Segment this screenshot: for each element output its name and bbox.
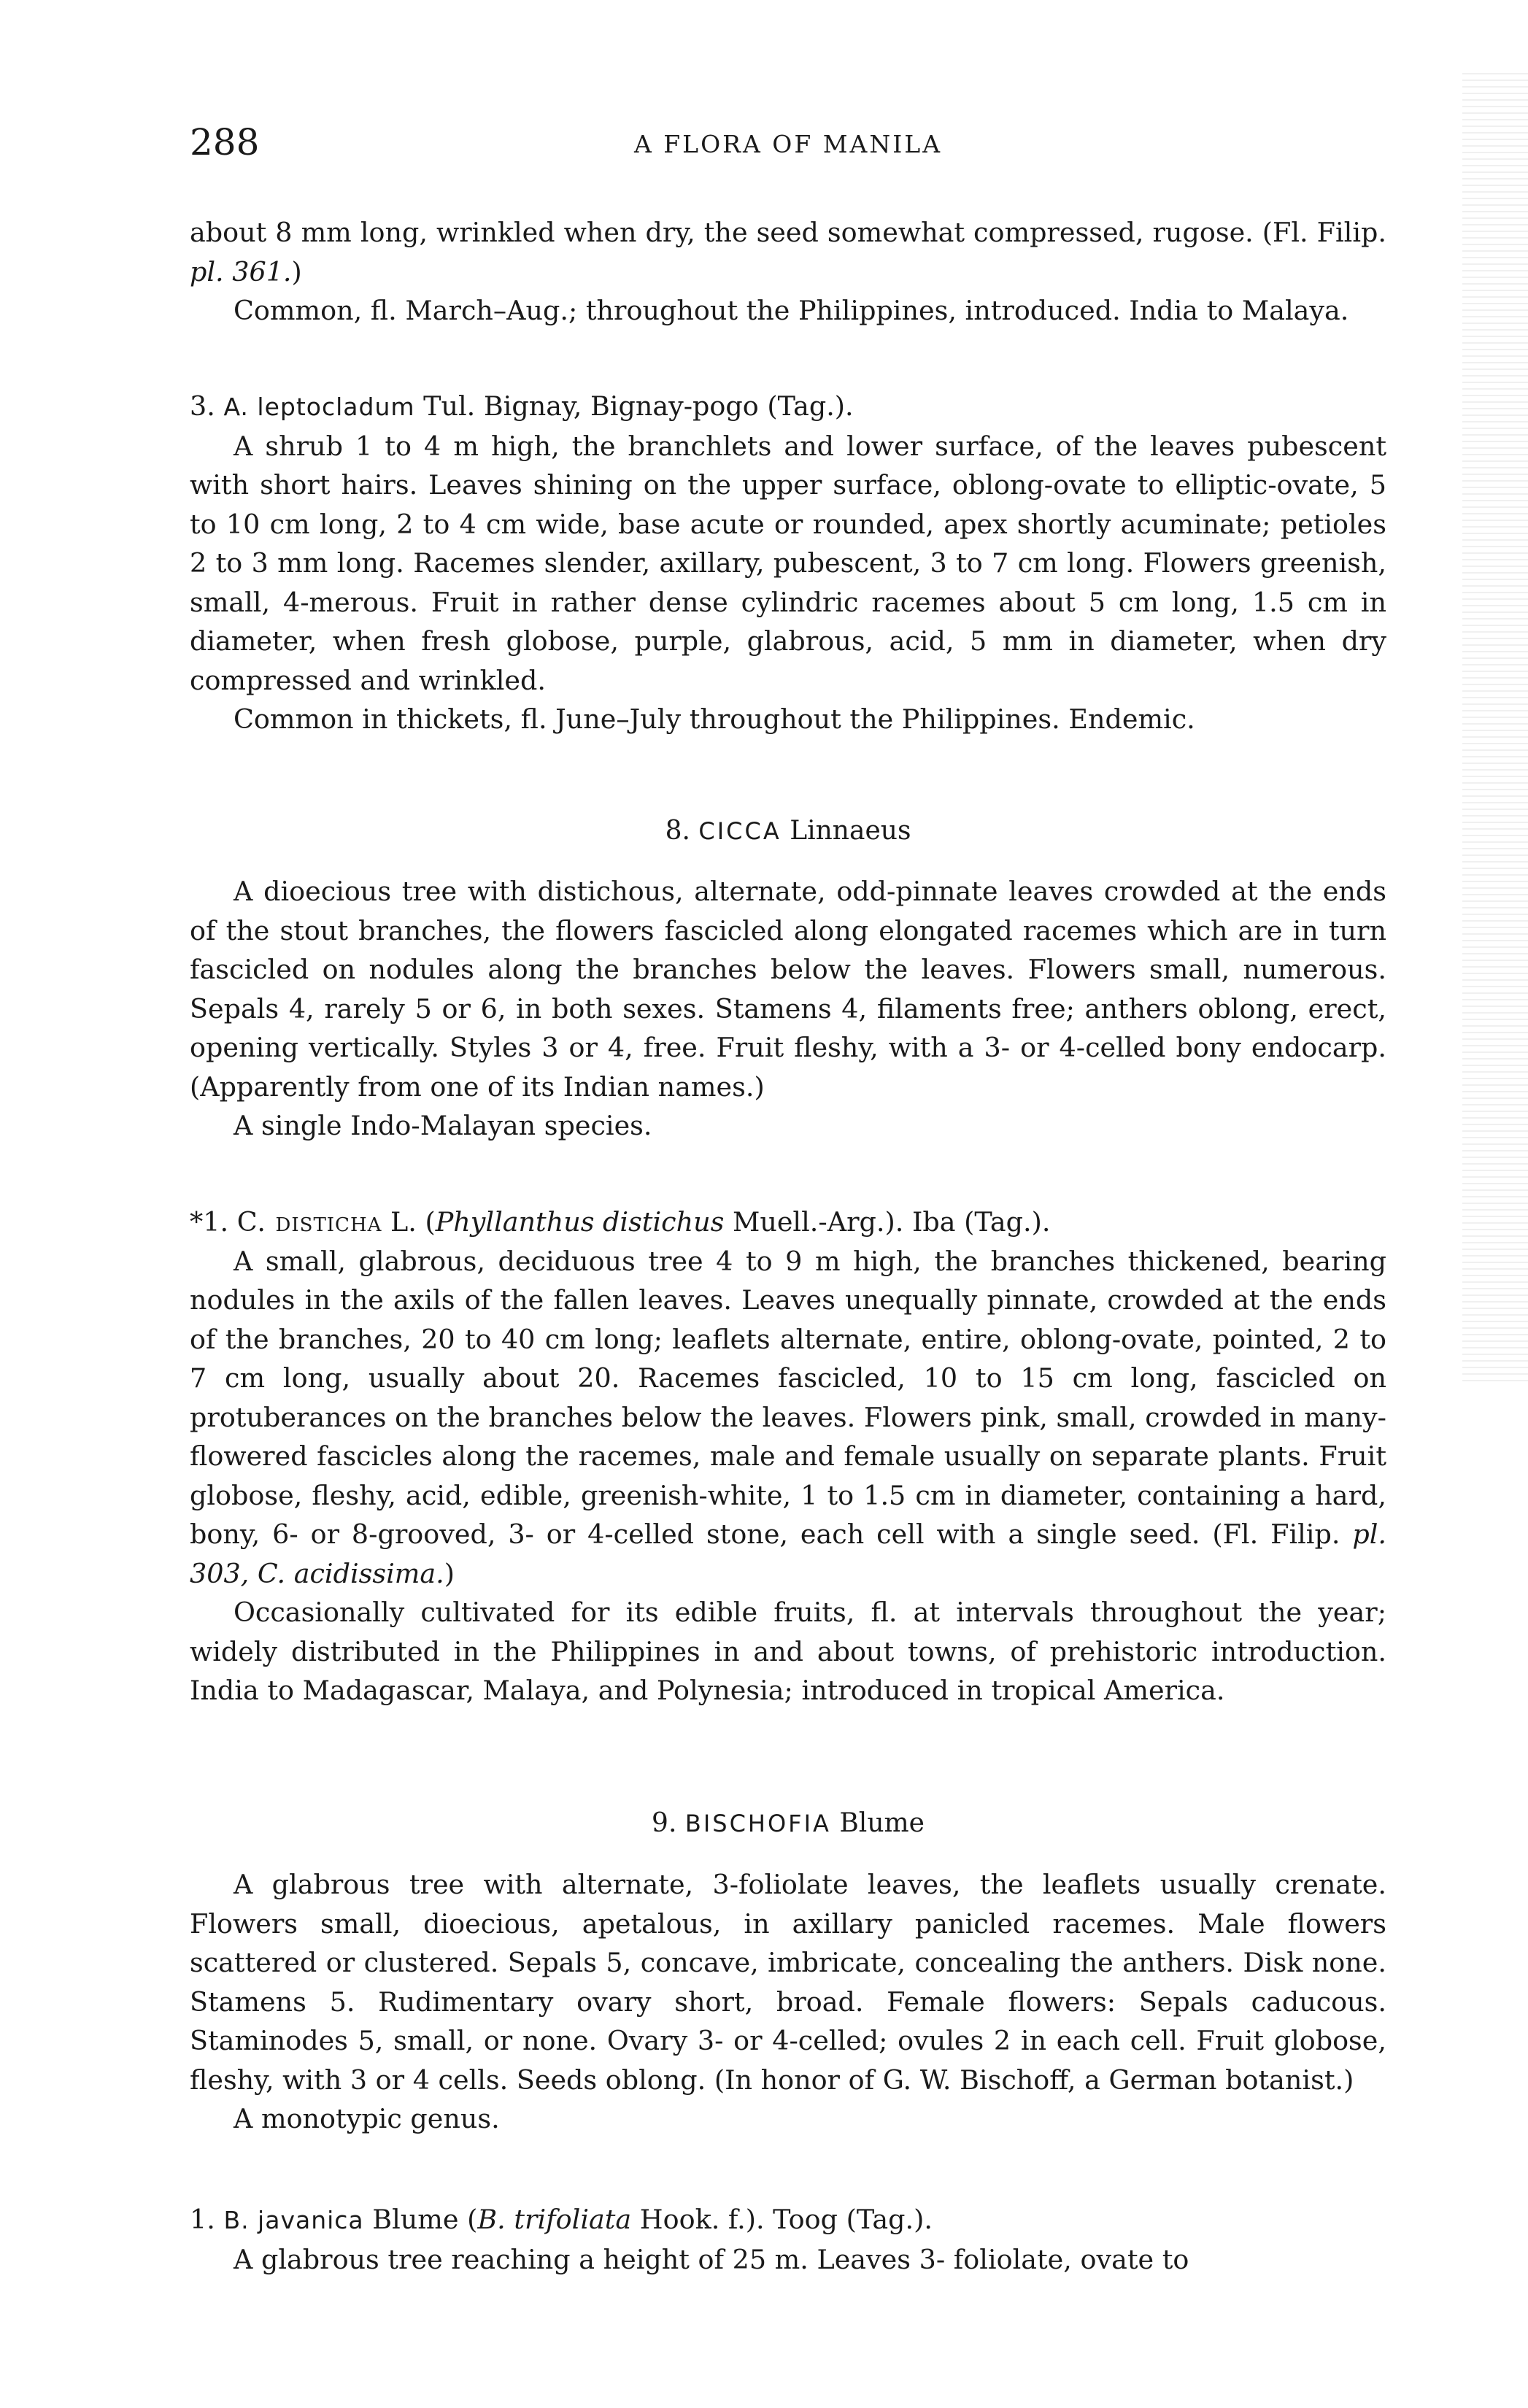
genus-bischofia-body (190, 1865, 1386, 2139)
genus-name: CICCA (698, 817, 782, 845)
species-distribution: Occasionally cultivated for its edible fruits, fl. at intervals throughout the year; widely distributed in the Philippines in and about towns, of prehistoric introduction. India to Madagascar, Malaya, and Polynesia; introduced in tropical America. (190, 1597, 1386, 1706)
genus-heading: 9. BISCHOFIA Blume (652, 1808, 925, 1838)
species-heading: 3. A. leptocladum Tul. Bignay, Bignay-pogo (Tag.). (190, 390, 854, 422)
scan-edge-noise (1462, 73, 1528, 1386)
species-c-disticha (190, 1203, 1386, 1710)
genus-note: A monotypic genus. (234, 2103, 500, 2134)
species-heading: 1. B. javanica Blume (B. trifoliata Hook. f.). Toog (Tag.). (190, 2204, 933, 2235)
genus-note: A single Indo-Malayan species. (234, 1110, 652, 1141)
page-header (190, 120, 1386, 164)
genus-cicca (190, 811, 1386, 852)
genus-description: A glabrous tree with alternate, 3-foliolate leaves, the leaflets usually crenate. Flowers small, dioecious, apetalous, in axillary panicled racemes. Male flowers scattered or clustered. Sepals 5, concave, imbricate, concealing the anthers. Disk none. Stamens 5. Rudimentary ovary short, broad. Female flowers: Sepals caducous. Staminodes 5, small, or none. Ovary 3- or 4-celled; ovules 2 in each cell. Fruit globose, fleshy, with 3 or 4 cells. Seeds oblong. (In honor of G. W. Bischoff, a German botanist.) (190, 1869, 1386, 2096)
species-a-leptocladum (190, 387, 1386, 739)
species-name: A. leptocladum (223, 393, 415, 421)
synonym: B. trifoliata (477, 2204, 632, 2235)
genus-cicca-body (190, 872, 1386, 1146)
carry-over-section (190, 213, 1386, 331)
page-number: 288 (190, 121, 260, 163)
carry-over-distribution: Common, fl. March–Aug.; throughout the Philippines, introduced. India to Malaya. (234, 295, 1349, 326)
genus-description: A dioecious tree with distichous, alternate, odd-pinnate leaves crowded at the ends of the stout branches, the flowers fascicled along elongated racemes which are in turn fascicled on nodules along the branches below the leaves. Flowers small, numerous. Sepals 4, rarely 5 or 6, in both sexes. Stamens 4, filaments free; anthers oblong, erect, opening vertically. Styles 3 or 4, free. Fruit fleshy, with a 3- or 4-celled bony endocarp. (Apparently from one of its Indian names.) (190, 876, 1386, 1103)
genus-bischofia (190, 1804, 1386, 1844)
synonym: Phyllanthus distichus (435, 1206, 725, 1238)
species-name: B. javanica (223, 2206, 364, 2234)
running-head: A FLORA OF MANILA (633, 130, 943, 158)
species-name: C. disticha (236, 1206, 382, 1238)
carry-over-description: about 8 mm long, wrinkled when dry, the seed somewhat compressed, rugose. (Fl. Filip. pl. 361.) (190, 217, 1386, 288)
genus-name: BISCHOFIA (684, 1810, 831, 1837)
species-description: A small, glabrous, deciduous tree 4 to 9 m high, the branches thickened, bearing nodules in the axils of the fallen leaves. Leaves unequally pinnate, crowded at the ends of the branches, 20 to 40 cm long; leaflets alternate, entire, oblong-ovate, pointed, 2 to 7 cm long, usually about 20. Racemes fascicled, 10 to 15 cm long, fascicled on protuberances on the branches below the leaves. Flowers pink, small, crowded in many-flowered fascicles along the racemes, male and female usually on separate plants. Fruit globose, fleshy, acid, edible, greenish-white, 1 to 1.5 cm in diameter, containing a hard, bony, 6- or 8-grooved, 3- or 4-celled stone, each cell with a single seed. (Fl. Filip. pl. 303, C. acidissima.) (190, 1245, 1386, 1589)
plate-reference: pl. 361. (190, 255, 292, 288)
species-heading: *1. C. disticha L. (Phyllanthus distichus Muell.-Arg.). Iba (Tag.). (190, 1206, 1051, 1238)
species-distribution: Common in thickets, fl. June–July throughout the Philippines. Endemic. (234, 703, 1195, 735)
genus-heading: 8. CICCA Linnaeus (665, 816, 911, 846)
species-description: A glabrous tree reaching a height of 25 m. Leaves 3- foliolate, ovate to (234, 2243, 1189, 2275)
species-b-javanica (190, 2200, 1386, 2279)
plate-reference: pl. 303, C. acidissima. (190, 1518, 1386, 1589)
species-description: A shrub 1 to 4 m high, the branchlets and lower surface, of the leaves pubescent with short hairs. Leaves shining on the upper surface, oblong-ovate to elliptic-ovate, 5 to 10 cm long, 2 to 4 cm wide, base acute or rounded, apex shortly acuminate; petioles 2 to 3 mm long. Racemes slender, axillary, pubescent, 3 to 7 cm long. Flowers greenish, small, 4-merous. Fruit in rather dense cylindric racemes about 5 cm long, 1.5 cm in diameter, when fresh globose, purple, glabrous, acid, 5 mm in diameter, when dry compressed and wrinkled. (190, 430, 1386, 696)
